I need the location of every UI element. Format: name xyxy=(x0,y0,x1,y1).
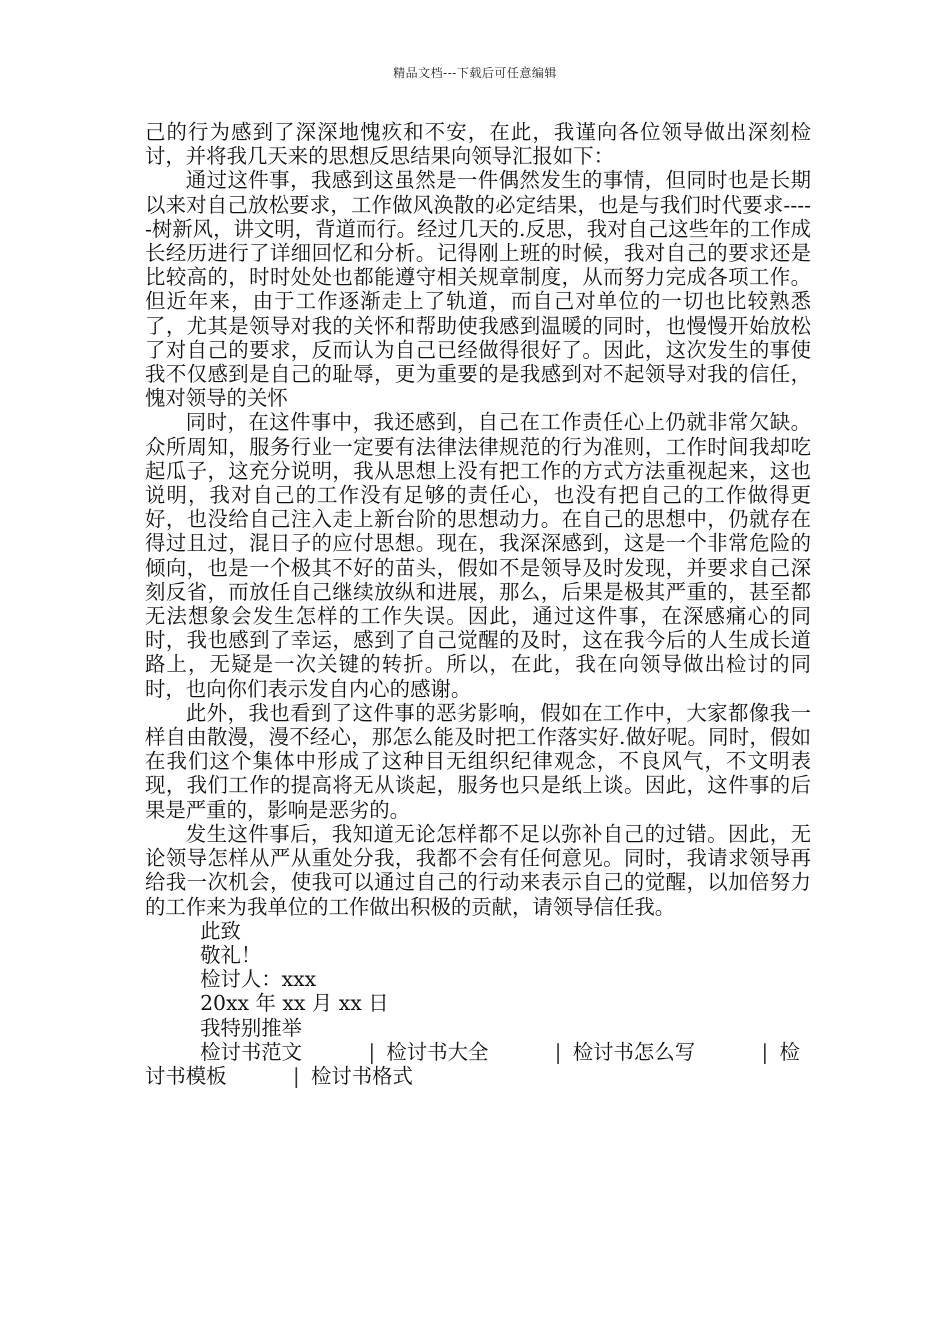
signature-author: 检讨人：xxx xyxy=(200,967,317,992)
link-separator: | xyxy=(761,1039,769,1064)
paragraph-impact: 此外，我也看到了这件事的恶劣影响，假如在工作中，大家都像我一样自由散漫，漫不经心，那怎么能及时把工作落实好.做好呢。同时，假如在我们这个集体中形成了这种目无组织纪律观念，不良风气，不文明表现，我们工作的提高将无从谈起，服务也只是纸上谈。因此，这件事的后果是严重的，影响是恶劣的。 xyxy=(145,700,811,822)
link-how-to-write[interactable]: 检讨书怎么写 xyxy=(572,1039,696,1064)
link-template[interactable]: 检讨书模板 xyxy=(145,1039,800,1088)
link-collection[interactable]: 检讨书大全 xyxy=(386,1039,489,1064)
recommend-label: 我特别推举 xyxy=(200,1015,303,1040)
paragraph-continuation: 己的行为感到了深深地愧疚和不安，在此，我谨向各位领导做出深刻检讨，并将我几天来的思想反思结果向领导汇报如下： xyxy=(145,120,811,169)
link-separator: | xyxy=(554,1039,562,1064)
document-body xyxy=(145,120,811,1088)
link-separator: | xyxy=(368,1039,376,1064)
link-sample-essay[interactable]: 检讨书范文 xyxy=(200,1039,303,1064)
paragraph-request: 发生这件事后，我知道无论怎样都不足以弥补自己的过错。因此，无论领导怎样从严从重处分我，我都不会有任何意见。同时，我请求领导再给我一次机会，使我可以通过自己的行动来表示自己的觉醒，以加倍努力的工作来为我单位的工作做出积极的贡献，请领导信任我。 xyxy=(145,821,811,919)
closing-regards: 敬礼！ xyxy=(200,942,262,967)
related-links xyxy=(145,1040,811,1088)
page-header: 精品文档---下载后可任意编辑 xyxy=(393,66,557,80)
signature-date: 20xx 年 xx 月 xx 日 xyxy=(200,991,389,1016)
link-format[interactable]: 检讨书格式 xyxy=(310,1063,413,1088)
paragraph-responsibility: 同时，在这件事中，我还感到，自己在工作责任心上仍就非常欠缺。众所周知，服务行业一定要有法律法律规范的行为准则，工作时间我却吃起瓜子，这充分说明，我从思想上没有把工作的方式方法重视起来，这也说明，我对自己的工作没有足够的责任心，也没有把自己的工作做得更好，也没给自己注入走上新台阶的思想动力。在自己的思想中，仍就存在得过且过，混日子的应付思想。现在，我深深感到，这是一个非常危险的倾向，也是一个极其不好的苗头，假如不是领导及时发现，并要求自己深刻反省，而放任自己继续放纵和进展，那么，后果是极其严重的，甚至都无法想象会发生怎样的工作失误。因此，通过这件事，在深感痛心的同时，我也感到了幸运，感到了自己觉醒的及时，这在我今后的人生成长道路上，无疑是一次关键的转折。所以，在此，我在向领导做出检讨的同时，也向你们表示发自内心的感谢。 xyxy=(145,410,811,701)
link-separator: | xyxy=(292,1063,300,1088)
closing-salutation: 此致 xyxy=(200,918,241,943)
paragraph-reflection: 通过这件事，我感到这虽然是一件偶然发生的事情，但同时也是长期以来对自己放松要求，工作做风涣散的必定结果，也是与我们时代要求-----树新风，讲文明，背道而行。经过几天的.反思，我对自己这些年的工作成长经历进行了详细回忆和分析。记得刚上班的时候，我对自己的要求还是比较高的，时时处处也都能遵守相关规章制度，从而努力完成各项工作。但近年来，由于工作逐渐走上了轨道，而自己对单位的一切也比较熟悉了，尤其是领导对我的关怀和帮助使我感到温暖的同时，也慢慢开始放松了对自己的要求，反而认为自己已经做得很好了。因此，这次发生的事使我不仅感到是自己的耻辱，更为重要的是我感到对不起领导对我的信任，愧对领导的关怀 xyxy=(145,168,811,411)
